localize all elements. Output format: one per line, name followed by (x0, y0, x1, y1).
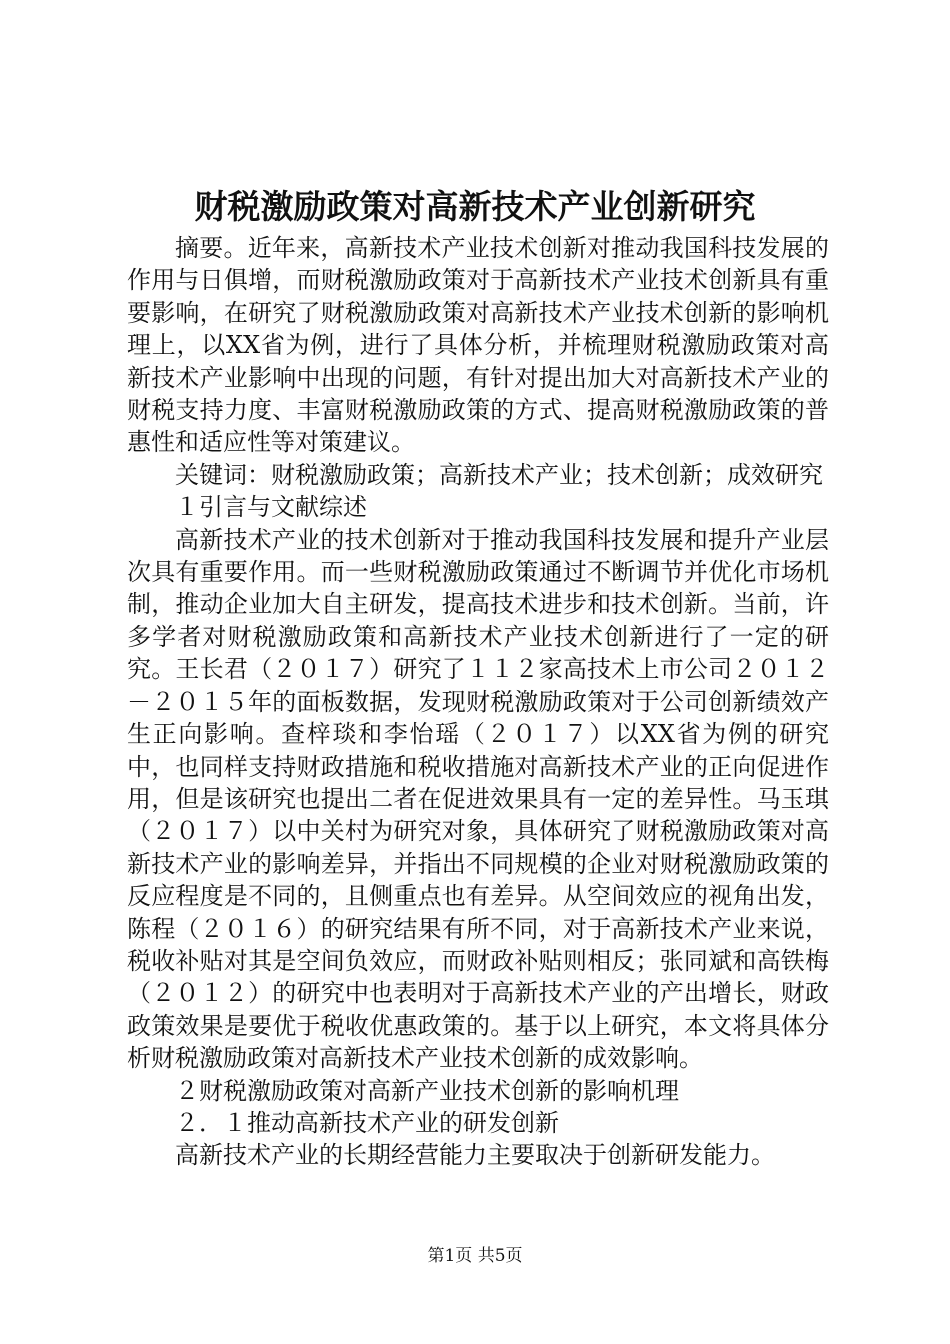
section-heading-mechanism: ２财税激励政策对高新产业技术创新的影响机理 (175, 1076, 679, 1105)
document-body (127, 232, 829, 1172)
subsection-heading-rd: ２．１推动高新技术产业的研发创新 (175, 1108, 559, 1137)
literature-review-paragraph: 高新技术产业的技术创新对于推动我国科技发展和提升产业层次具有重要作用。而一些财税激励政策通过不断调节并优化市场机制，推动企业加大自主研发，提高技术进步和技术创新。当前，许多学者对财税激励政策和高新技术产业技术创新进行了一定的研究。王长君（２０１７）研究了１１２家高技术上市公司２０１２－２０１５年的面板数据，发现财税激励政策对于公司创新绩效产生正向影响。查梓琰和李怡瑶（２０１７）以XX省为例的研究中，也同样支持财政措施和税收措施对高新技术产业的正向促进作用，但是该研究也提出二者在促进效果具有一定的差异性。马玉琪（２０１７）以中关村为研究对象，具体研究了财税激励政策对高新技术产业的影响差异，并指出不同规模的企业对财税激励政策的反应程度是不同的，且侧重点也有差异。从空间效应的视角出发，陈程（２０１６）的研究结果有所不同，对于高新技术产业来说，税收补贴对其是空间负效应，而财政补贴则相反；张同斌和高铁梅（２０１２）的研究中也表明对于高新技术产业的产出增长，财政政策效果是要优于税收优惠政策的。基于以上研究，本文将具体分析财税激励政策对高新技术产业技术创新的成效影响。 (127, 525, 829, 1073)
document-title: 财税激励政策对高新技术产业创新研究 (194, 187, 756, 226)
page-number-footer: 第1页 共5页 (427, 1246, 523, 1266)
body-paragraph: 高新技术产业的长期经营能力主要取决于创新研发能力。 (175, 1141, 775, 1170)
keywords-paragraph: 关键词：财税激励政策；高新技术产业；技术创新；成效研究 (175, 460, 823, 489)
abstract-paragraph: 摘要。近年来，高新技术产业技术创新对推动我国科技发展的作用与日俱增，而财税激励政策对于高新技术产业技术创新具有重要影响，在研究了财税激励政策对高新技术产业技术创新的影响机理上，以XX省为例，进行了具体分析，并梳理财税激励政策对高新技术产业影响中出现的问题，有针对提出加大对高新技术产业的财税支持力度、丰富财税激励政策的方式、提高财税激励政策的普惠性和适应性等对策建议。 (127, 234, 829, 457)
section-heading-introduction: １引言与文献综述 (175, 493, 367, 522)
